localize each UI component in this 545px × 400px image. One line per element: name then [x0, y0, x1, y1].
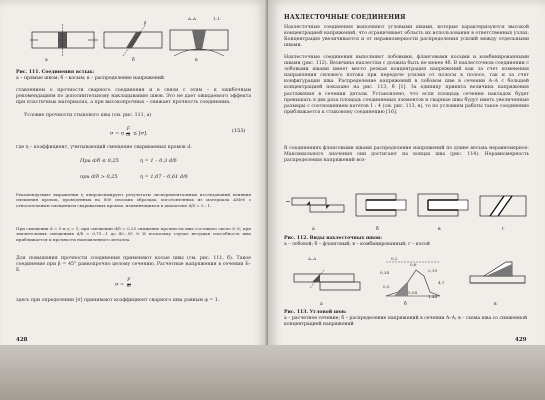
- svg-text:1–1: 1–1: [213, 16, 221, 21]
- svg-text:β: β: [144, 20, 147, 25]
- section-heading: НАХЛЕСТОЧНЫЕ СОЕДИНЕНИЯ: [284, 14, 406, 21]
- fig112-label-d: г: [502, 227, 505, 232]
- fig112-c-drawing: [418, 194, 468, 216]
- fig112-d-drawing: [480, 196, 526, 216]
- figure-112: [290, 190, 530, 228]
- fig113-value: 0,3: [383, 284, 390, 289]
- left-page-number: 428: [16, 337, 28, 343]
- fig113-caption-title: Рис. 113. Угловой шов:: [284, 310, 347, 315]
- fig113-c-drawing: [470, 262, 525, 283]
- fig113-label-b: б: [404, 302, 407, 307]
- right-para-3: В соединениях фланговыми швами распределение напряжений по длине весьма неравномерное. Максимального значения они достигают на концах шва (рис. 114). Неравномерность распределения напряжений воз-: [284, 146, 529, 164]
- formula-a-condition: При d/δ ≤ 0,25: [80, 158, 119, 164]
- formula-153: [110, 128, 148, 138]
- left-para-2: Условие прочности стыкового шва (см. рис. 111, а): [24, 113, 152, 118]
- fig112-caption-text: а – лобовой; б – фланговый; в – комбинированный; г – косой: [284, 241, 430, 247]
- formula-last: [115, 279, 132, 289]
- fig112-caption-title: Рис. 112. Виды нахлесточных швов:: [284, 236, 382, 241]
- fig113-a-drawing: [294, 270, 360, 290]
- svg-text:А–А: А–А: [188, 16, 197, 21]
- fig112-a-drawing: [286, 198, 344, 212]
- formula-last-left: σ =: [115, 281, 125, 288]
- fig113-caption: [284, 310, 529, 327]
- left-para-5: здесь при определении [σ] принимают коэффициент сварного шва равным φ = 1.: [16, 298, 220, 303]
- background-surface: [0, 345, 545, 400]
- fig113-value: 0,2: [391, 256, 398, 261]
- fig112-label-b: б: [376, 227, 379, 232]
- left-para-1: ставлением о прочности сварного соединения и в связи с этим – к ошибочным рекомендациям по дополнительному накладыванию швов. Это не дает ожидаемого эффекта при пластичных материалах, а при высокопрочных – снижает прочность соединения.: [16, 88, 251, 106]
- fig111-a-drawing: [30, 24, 98, 56]
- left-para-4: Для повышения прочности соединения применяют косые швы (см. рис. 111, б). Такое соединение при β = 45° равнопрочно целому сечению. Расчетные напряжения в сечении Б–Б: [16, 256, 251, 274]
- fig113-value: 0,34: [380, 270, 390, 275]
- fig111-c-drawing: [170, 16, 228, 56]
- formula-last-denominator: δl: [126, 283, 131, 289]
- formula-153-denominator: δl: [126, 132, 131, 138]
- fig111-caption-title: Рис. 111. Соединения встык:: [16, 70, 95, 75]
- formula-last-numerator: F: [127, 278, 131, 283]
- right-page-number: 429: [515, 337, 527, 343]
- left-small-2: При смещении d = 0 и η = 1; при смещении d/δ = 0,25 снижение прочности шва составило около 8 %; при значительных смещениях d/δ = 0,75...1 до 40...55 % И поскольку случае несущая способность шва приближается к прочности наплавленного металла.: [16, 226, 251, 242]
- left-para-3: где η – коэффициент, учитывающий смещение свариваемых кромок d.: [16, 145, 192, 150]
- fig112-caption: [284, 236, 529, 248]
- figure-111: [28, 12, 233, 68]
- fig113-value: 5,04: [408, 290, 418, 295]
- formula-b-condition: при d/δ > 0,25: [80, 174, 118, 180]
- fig113-value: 0,6: [410, 262, 417, 267]
- formula-153-right: ≤ [σ],: [132, 130, 148, 137]
- fig112-label-a: а: [312, 227, 315, 232]
- fig113-caption-text: а – расчетное сечение; б – распределение напряжений в сечении А–А; в – схема шва со сниженной концентрацией напряжений: [284, 315, 528, 327]
- left-page: [0, 0, 268, 400]
- fig111-label-a: a: [45, 58, 48, 63]
- right-para-1: Нахлесточные соединения выполняют угловыми швами, которые характеризуются высокой концентрацией напряжений, что ограничивает область их использования в ответственных узлах. Концентрация увеличивается и от неравномерности распределения усилий между отдельными швами.: [284, 25, 529, 49]
- fig113-value: 1,44: [428, 294, 438, 299]
- fig113-label-a: а: [320, 302, 323, 307]
- right-page: [268, 0, 545, 400]
- fig113-value: 2,19: [428, 268, 438, 273]
- fig113-label-c: в: [494, 302, 497, 307]
- formula-153-number: (153): [232, 128, 246, 134]
- fig111-label-c: в: [195, 58, 198, 63]
- right-para-2: Нахлесточные соединения выполняют лобовыми, фланговыми косыми и комбинированными швами (рис. 112). Величина нахлестки с должна быть не менее 4δ. В нахлесточном соединении с лобовыми швами имеет место резкая концентрация напряжений как за счет изменения направления силового потока при передаче усилия от полосы к полосе, так и за счет конфигурации шва. Распределение напряжений в лобовом шве в сечении А–А с большей концентрацией показано на рис. 113, б [1]. За единицу принята величина напряжения растяжения в сечении детали. Установлено, что если площадь сечения накладок будет превышать в два раза площадь соединяемых элементов и сварные швы будут иметь увеличенные размеры с соотношением катетов 1 : 4 (см. рис. 113, в), то по условиям работы такое соединение приближается к стыковому соединению [16].: [284, 55, 529, 115]
- fig112-label-c: в: [438, 227, 441, 232]
- formula-b-expression: η = 1,07 – 0,61 d/δ: [140, 174, 188, 180]
- formula-153-left: σ = η: [110, 130, 124, 137]
- formula-153-numerator: F: [126, 127, 130, 132]
- formula-a-expression: η = 1 – 0,3 d/δ: [140, 158, 177, 164]
- fig111-caption-text: а – прямые швом; б – косым; в – распределение напряжений: [16, 75, 164, 81]
- fig113-section-label: А–А: [308, 256, 317, 261]
- fig113-value: 4,7: [438, 280, 445, 285]
- left-small-1: Рекомендуемые выражения η аппроксимируют результаты экспериментальных исследований влияния смещения кромок, проведенных на 800 плоских образцах, изготовленных из материала АМг6 с относительным смещением свариваемых кромок, изменяющимся в диапазоне d/δ = 0...1.: [16, 192, 251, 208]
- fig111-caption: [16, 70, 251, 82]
- fig112-b-drawing: [356, 194, 406, 216]
- fig111-b-drawing: [104, 20, 162, 56]
- fig111-label-b: б: [132, 58, 135, 63]
